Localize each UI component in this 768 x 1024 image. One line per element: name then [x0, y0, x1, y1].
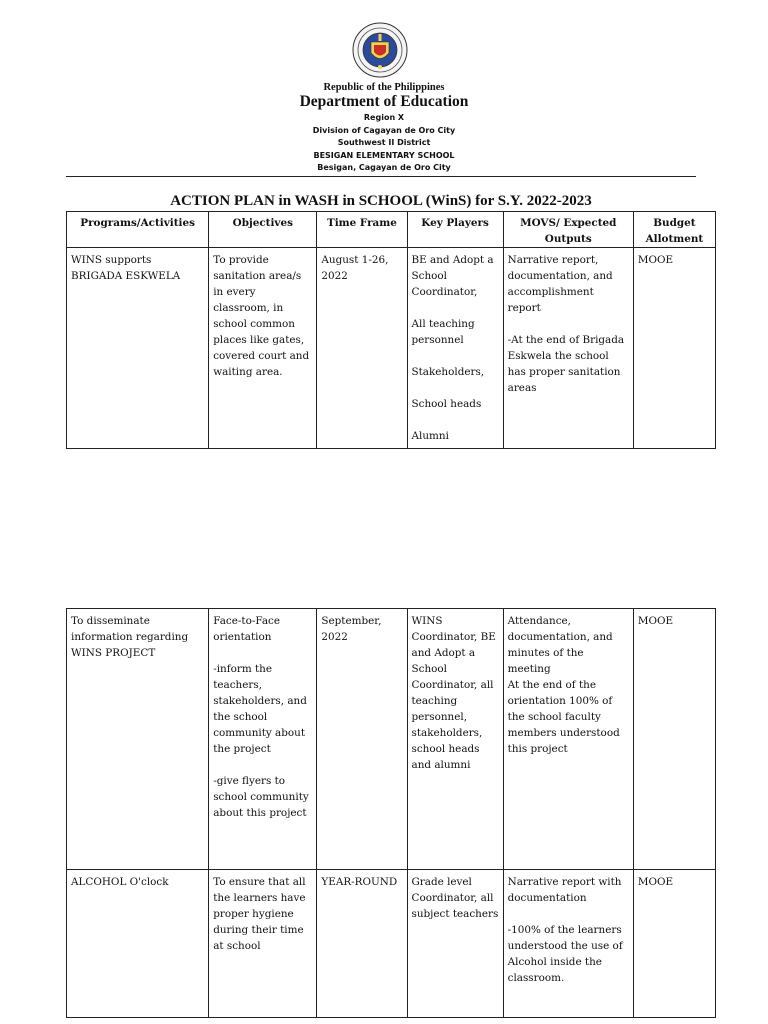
movs-cell: Narrative report with documentation -100% of the learners understood the use of Alcohol inside the classroom.	[503, 870, 633, 1018]
table-row	[67, 870, 716, 1018]
department-heading: Department of Education	[299, 93, 469, 110]
objectives-cell: To provide sanitation area/s in every classroom, in school common places like gates, covered court and waiting area.	[209, 248, 317, 449]
movs-cell: Attendance, documentation, and minutes of the meeting At the end of the orientation 100% of the school faculty members understood this project	[503, 609, 633, 870]
column-header: Objectives	[209, 212, 317, 248]
region-line: Region X	[363, 113, 405, 122]
action-plan-table	[66, 211, 716, 449]
school-address-block	[0, 112, 768, 175]
objectives-cell: Face-to-Face orientation -inform the teachers, stakeholders, and the school community about the project -give flyers to school community about this project	[209, 609, 317, 870]
table-header-row	[67, 212, 716, 248]
deped-seal-logo	[352, 22, 408, 78]
program-cell: To disseminate information regarding WINS PROJECT	[67, 609, 209, 870]
header-divider	[66, 176, 696, 177]
objectives-cell: To ensure that all the learners have proper hygiene during their time at school	[209, 870, 317, 1018]
column-header: Budget Allotment	[633, 212, 715, 248]
budget-cell: MOOE	[633, 248, 715, 449]
movs-cell: Narrative report, documentation, and accomplishment report -At the end of Brigada Eskwela the school has proper sanitation areas	[503, 248, 633, 449]
key-players-cell: Grade level Coordinator, all subject teachers	[407, 870, 503, 1018]
program-cell: ALCOHOL O'clock	[67, 870, 209, 1018]
table-row	[67, 609, 716, 870]
action-plan-table-continued	[66, 608, 716, 1018]
budget-cell: MOOE	[633, 609, 715, 870]
district-line: Southwest II District	[337, 138, 431, 147]
key-players-cell: WINS Coordinator, BE and Adopt a School Coordinator, all teaching personnel, stakeholders, school heads and alumni	[407, 609, 503, 870]
time-frame-cell: YEAR-ROUND	[317, 870, 407, 1018]
column-header: MOVS/ Expected Outputs	[503, 212, 633, 248]
school-location-line: Besigan, Cagayan de Oro City	[317, 163, 451, 172]
republic-heading: Republic of the Philippines	[323, 82, 445, 93]
program-cell: WINS supports BRIGADA ESKWELA	[67, 248, 209, 449]
table-row	[67, 248, 716, 449]
column-header: Time Frame	[317, 212, 407, 248]
division-line: Division of Cagayan de Oro City	[312, 125, 456, 135]
school-name-line: BESIGAN ELEMENTARY SCHOOL	[313, 150, 455, 160]
budget-cell: MOOE	[633, 870, 715, 1018]
column-header: Key Players	[407, 212, 503, 248]
time-frame-cell: August 1-26, 2022	[317, 248, 407, 449]
page-title: ACTION PLAN in WASH in SCHOOL (WinS) for S.Y. 2022-2023	[170, 193, 592, 209]
column-header: Programs/Activities	[67, 212, 209, 248]
key-players-cell: BE and Adopt a School Coordinator, All teaching personnel Stakeholders, School heads Alumni	[407, 248, 503, 449]
time-frame-cell: September, 2022	[317, 609, 407, 870]
